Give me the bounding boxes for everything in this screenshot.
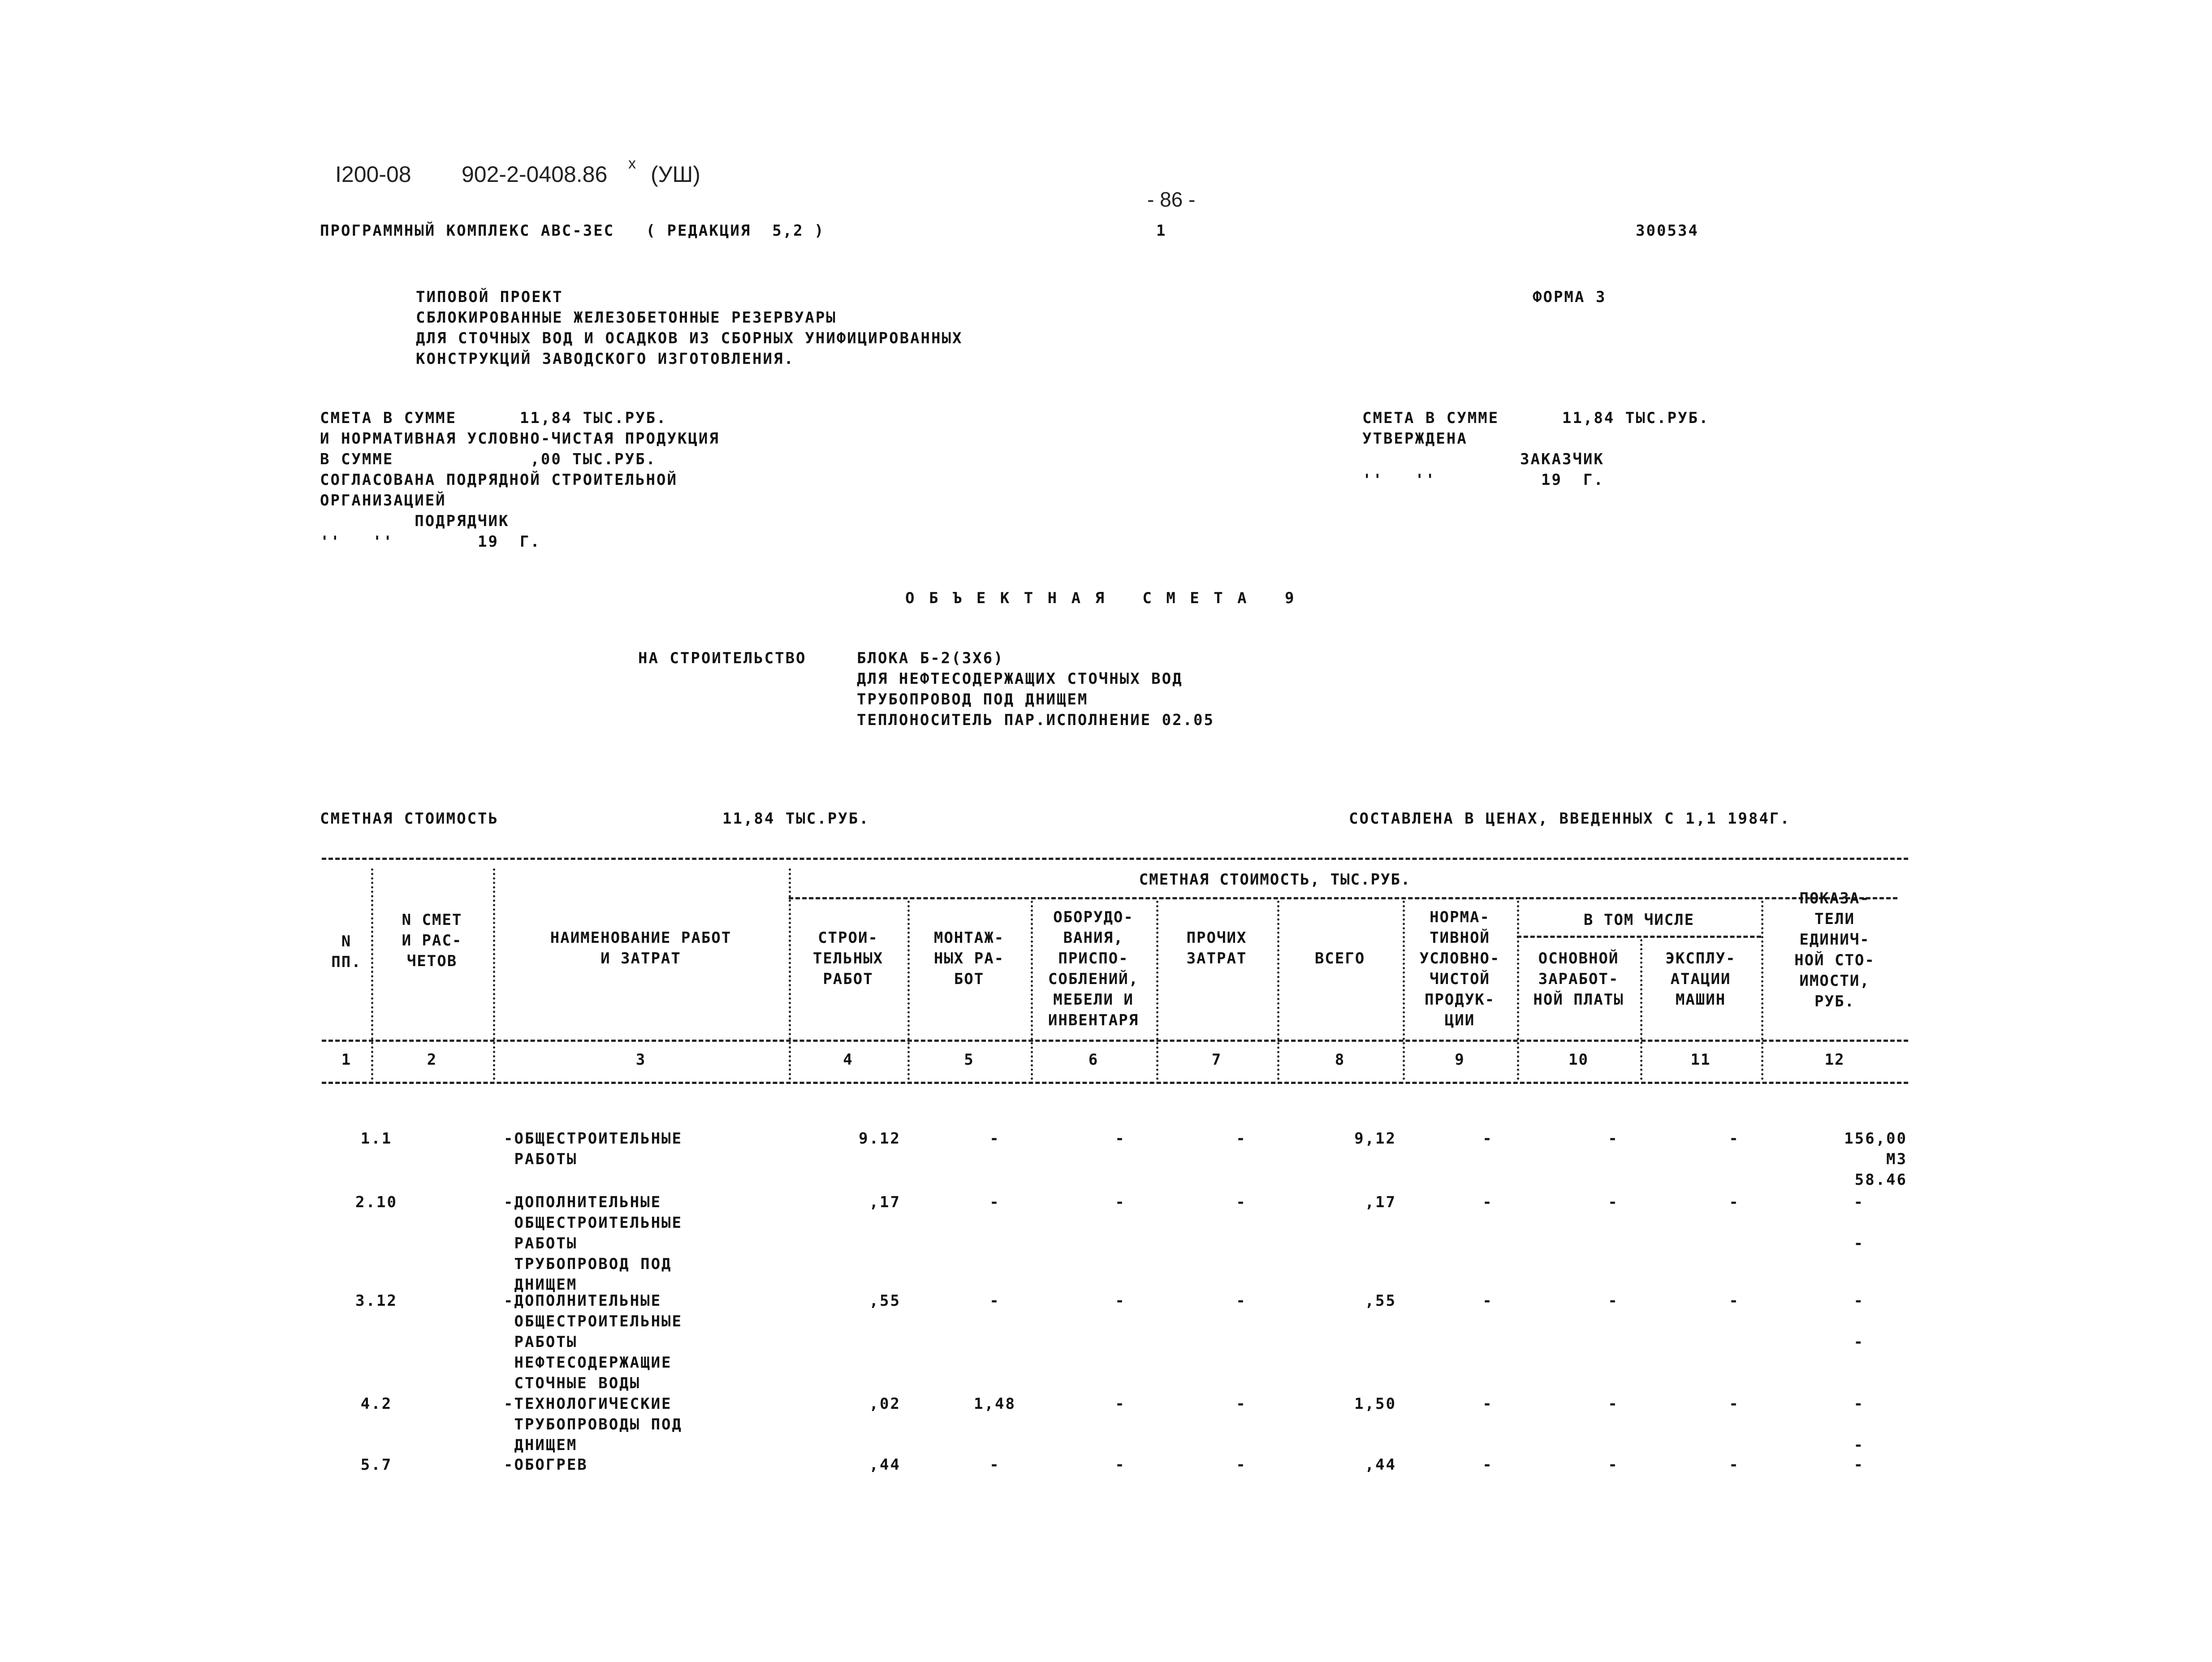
col-header-8: ВСЕГО bbox=[1314, 950, 1365, 967]
col-header-2: N СМЕТ И РАС- ЧЕТОВ bbox=[402, 911, 462, 970]
right-block-line-2: УТВЕРЖДЕНА bbox=[1362, 430, 1468, 448]
row-1-wages: - bbox=[1608, 1130, 1619, 1148]
project-title-line-1: ТИПОВОЙ ПРОЕКТ bbox=[416, 288, 563, 306]
row-3-name: -ДОПОЛНИТЕЛЬНЫЕ ОБЩЕСТРОИТЕЛЬНЫЕ РАБОТЫ НЕФТЕСОДЕРЖАЩИЕ СТОЧНЫЕ ВОДЫ bbox=[504, 1292, 683, 1392]
row-2-number: 2.10 bbox=[355, 1193, 397, 1211]
col-header-9: НОРМА- ТИВНОЙ УСЛОВНО- ЧИСТОЙ ПРОДУК- ЦИИ bbox=[1419, 908, 1500, 1029]
col-number-7: 7 bbox=[1211, 1051, 1222, 1069]
row-5-installation: - bbox=[989, 1456, 1000, 1474]
construction-line-2: ДЛЯ НЕФТЕСОДЕРЖАЩИХ СТОЧНЫХ ВОД bbox=[857, 670, 1183, 688]
col-header-3: НАИМЕНОВАНИЕ РАБОТ И ЗАТРАТ bbox=[550, 929, 732, 967]
row-5-total: ,44 bbox=[1365, 1456, 1396, 1474]
row-1-construction: 9.12 bbox=[859, 1130, 901, 1148]
col-number-11: 11 bbox=[1690, 1051, 1711, 1069]
project-title-line-2: СБЛОКИРОВАННЫЕ ЖЕЛЕЗОБЕТОННЫЕ РЕЗЕРВУАРЫ bbox=[416, 309, 837, 327]
left-block-line-7: '' '' 19 Г. bbox=[320, 533, 541, 551]
table-top-rule bbox=[322, 858, 1908, 860]
col-number-4: 4 bbox=[843, 1051, 853, 1069]
row-1-net-production: - bbox=[1482, 1130, 1493, 1148]
row-4-name: -ТЕХНОЛОГИЧЕСКИЕ ТРУБОПРОВОДЫ ПОД ДНИЩЕМ bbox=[504, 1395, 683, 1454]
construction-line-3: ТРУБОПРОВОД ПОД ДНИЩЕМ bbox=[857, 691, 1089, 708]
row-4-number: 4.2 bbox=[360, 1395, 393, 1413]
program-line: ПРОГРАММНЫЙ КОМПЛЕКС АВС-ЗЕС ( РЕДАКЦИЯ 5,2 ) bbox=[320, 222, 825, 240]
row-2-total: ,17 bbox=[1365, 1193, 1396, 1211]
row-1-unit-cost: 156,00 М3 58.46 bbox=[1844, 1130, 1907, 1189]
incl-header-rule bbox=[1517, 936, 1761, 938]
row-1-installation: - bbox=[989, 1130, 1000, 1148]
volume-mark: (УШ) bbox=[651, 162, 700, 187]
col-header-4: СТРОИ- ТЕЛЬНЫХ РАБОТ bbox=[812, 929, 884, 988]
row-2-name: -ДОПОЛНИТЕЛЬНЫЕ ОБЩЕСТРОИТЕЛЬНЫЕ РАБОТЫ ТРУБОПРОВОД ПОД ДНИЩЕМ bbox=[504, 1193, 683, 1294]
header-bottom-rule bbox=[322, 1040, 1908, 1042]
col-number-1: 1 bbox=[341, 1051, 352, 1069]
col-number-2: 2 bbox=[427, 1051, 437, 1069]
col-number-5: 5 bbox=[964, 1051, 974, 1069]
left-block-line-4: СОГЛАСОВАНА ПОДРЯДНОЙ СТРОИТЕЛЬНОЙ bbox=[320, 471, 678, 489]
page-number: - 86 - bbox=[1147, 188, 1196, 211]
col-header-11: ЭКСПЛУ- АТАЦИИ МАШИН bbox=[1665, 950, 1736, 1009]
group-header-including: В ТОМ ЧИСЛЕ bbox=[1583, 911, 1695, 929]
project-title-line-3: ДЛЯ СТОЧНЫХ ВОД И ОСАДКОВ ИЗ СБОРНЫХ УНИФИЦИРОВАННЫХ bbox=[416, 329, 963, 347]
row-4-construction: ,02 bbox=[869, 1395, 901, 1413]
row-4-unit-cost: - - bbox=[1853, 1395, 1864, 1454]
project-code-suffix: х bbox=[628, 155, 636, 172]
row-1-other: - bbox=[1236, 1130, 1247, 1148]
row-4-other: - bbox=[1236, 1395, 1247, 1413]
row-5-machines: - bbox=[1729, 1456, 1740, 1474]
estimate-title: О Б Ъ Е К Т Н А Я С М Е Т А 9 bbox=[905, 589, 1297, 607]
row-3-number: 3.12 bbox=[355, 1292, 397, 1310]
row-2-other: - bbox=[1236, 1193, 1247, 1211]
right-block-line-3: ЗАКАЗЧИК bbox=[1362, 450, 1604, 468]
document-number: 300534 bbox=[1636, 222, 1699, 240]
form-label: ФОРМА 3 bbox=[1533, 288, 1607, 306]
construction-line-1: БЛОКА Б-2(3Х6) bbox=[857, 649, 1004, 667]
row-2-equipment: - bbox=[1115, 1193, 1126, 1211]
row-3-net-production: - bbox=[1482, 1292, 1493, 1310]
right-block-line-4: '' '' 19 Г. bbox=[1362, 471, 1604, 489]
row-3-construction: ,55 bbox=[869, 1292, 901, 1310]
row-3-total: ,55 bbox=[1365, 1292, 1396, 1310]
doc-code: I200-08 bbox=[335, 162, 411, 187]
col-number-9: 9 bbox=[1455, 1051, 1465, 1069]
right-block-line-1: СМЕТА В СУММЕ 11,84 ТЫС.РУБ. bbox=[1362, 409, 1710, 427]
col-header-7: ПРОЧИХ ЗАТРАТ bbox=[1186, 929, 1247, 967]
sheet-number: 1 bbox=[1156, 222, 1167, 240]
group-header-estimate-cost: СМЕТНАЯ СТОИМОСТЬ, ТЫС.РУБ. bbox=[1139, 871, 1411, 889]
row-3-wages: - bbox=[1608, 1292, 1619, 1310]
col-divider-2 bbox=[493, 868, 495, 1080]
row-5-number: 5.7 bbox=[360, 1456, 393, 1474]
row-5-equipment: - bbox=[1115, 1456, 1126, 1474]
row-1-number: 1.1 bbox=[360, 1130, 393, 1148]
left-block-line-6: ПОДРЯДЧИК bbox=[320, 512, 510, 530]
row-5-unit-cost: - bbox=[1853, 1456, 1864, 1474]
row-4-equipment: - bbox=[1115, 1395, 1126, 1413]
left-block-line-3: В СУММЕ ,00 ТЫС.РУБ. bbox=[320, 450, 657, 468]
row-5-other: - bbox=[1236, 1456, 1247, 1474]
row-4-total: 1,50 bbox=[1354, 1395, 1396, 1413]
project-title-line-4: КОНСТРУКЦИЙ ЗАВОДСКОГО ИЗГОТОВЛЕНИЯ. bbox=[416, 350, 795, 368]
left-block-line-2: И НОРМАТИВНАЯ УСЛОВНО-ЧИСТАЯ ПРОДУКЦИЯ bbox=[320, 430, 720, 448]
row-5-wages: - bbox=[1608, 1456, 1619, 1474]
left-block-line-1: СМЕТА В СУММЕ 11,84 ТЫС.РУБ. bbox=[320, 409, 667, 427]
col-header-12: ПОКАЗА- ТЕЛИ ЕДИНИЧ- НОЙ СТО- ИМОСТИ, РУБ. bbox=[1794, 889, 1875, 1010]
row-1-equipment: - bbox=[1115, 1130, 1126, 1148]
colnum-bottom-rule bbox=[322, 1082, 1908, 1084]
col-number-8: 8 bbox=[1335, 1051, 1345, 1069]
col-header-10: ОСНОВНОЙ ЗАРАБОТ- НОЙ ПЛАТЫ bbox=[1533, 950, 1624, 1009]
col-number-10: 10 bbox=[1568, 1051, 1589, 1069]
col-header-5: МОНТАЖ- НЫХ РА- БОТ bbox=[933, 929, 1005, 988]
row-4-installation: 1,48 bbox=[974, 1395, 1016, 1413]
row-3-installation: - bbox=[989, 1292, 1000, 1310]
row-5-net-production: - bbox=[1482, 1456, 1493, 1474]
construction-line-4: ТЕПЛОНОСИТЕЛЬ ПАР.ИСПОЛНЕНИЕ 02.05 bbox=[857, 711, 1214, 729]
row-4-machines: - bbox=[1729, 1395, 1740, 1413]
row-3-other: - bbox=[1236, 1292, 1247, 1310]
project-code: 902-2-0408.86 bbox=[462, 162, 608, 187]
row-2-net-production: - bbox=[1482, 1193, 1493, 1211]
prices-note: СОСТАВЛЕНА В ЦЕНАХ, ВВЕДЕННЫХ С 1,1 1984Г. bbox=[1349, 810, 1791, 828]
left-block-line-5: ОРГАНИЗАЦИЕЙ bbox=[320, 492, 446, 509]
row-3-equipment: - bbox=[1115, 1292, 1126, 1310]
row-3-machines: - bbox=[1729, 1292, 1740, 1310]
construction-label: НА СТРОИТЕЛЬСТВО bbox=[638, 649, 807, 667]
row-5-construction: ,44 bbox=[869, 1456, 901, 1474]
row-2-machines: - bbox=[1729, 1193, 1740, 1211]
row-5-name: -ОБОГРЕВ bbox=[504, 1456, 588, 1474]
col-number-12: 12 bbox=[1824, 1051, 1845, 1069]
row-2-unit-cost: - - bbox=[1853, 1193, 1864, 1252]
col-header-1: N ПП. bbox=[331, 932, 362, 971]
row-4-net-production: - bbox=[1482, 1395, 1493, 1413]
col-divider-1 bbox=[371, 868, 373, 1080]
group-header-rule bbox=[789, 897, 1897, 899]
row-1-name: -ОБЩЕСТРОИТЕЛЬНЫЕ РАБОТЫ bbox=[504, 1130, 683, 1168]
row-1-machines: - bbox=[1729, 1130, 1740, 1148]
row-4-wages: - bbox=[1608, 1395, 1619, 1413]
row-2-construction: ,17 bbox=[869, 1193, 901, 1211]
col-number-3: 3 bbox=[635, 1051, 646, 1069]
cost-label: СМЕТНАЯ СТОИМОСТЬ bbox=[320, 810, 499, 828]
col-number-6: 6 bbox=[1088, 1051, 1099, 1069]
row-2-wages: - bbox=[1608, 1193, 1619, 1211]
col-header-6: ОБОРУДО- ВАНИЯ, ПРИСПО- СОБЛЕНИЙ, МЕБЕЛИ И ИНВЕНТАРЯ bbox=[1048, 908, 1139, 1029]
cost-value: 11,84 ТЫС.РУБ. bbox=[722, 810, 870, 828]
row-1-total: 9,12 bbox=[1354, 1130, 1396, 1148]
row-3-unit-cost: - - bbox=[1853, 1292, 1864, 1351]
row-2-installation: - bbox=[989, 1193, 1000, 1211]
